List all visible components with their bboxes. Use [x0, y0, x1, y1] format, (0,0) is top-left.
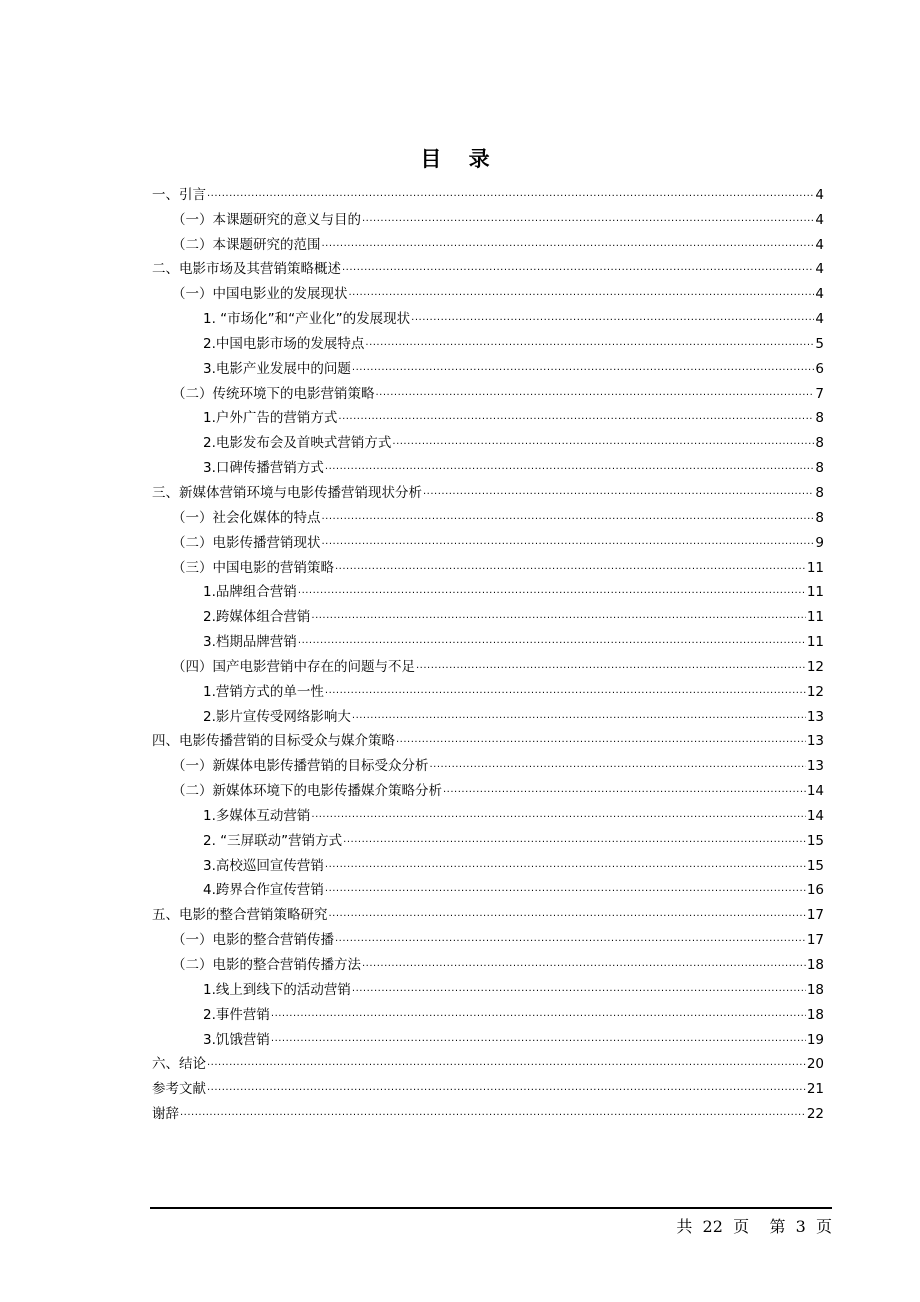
footer-current-page: 3 [795, 1217, 806, 1236]
toc-entry-label: 2.电影发布会及首映式营销方式 [203, 435, 392, 452]
toc-entry-label: 二、电影市场及其营销策略概述 [152, 261, 341, 278]
toc-entry-label: 2.事件营销 [203, 1006, 270, 1023]
toc-leader-dots [207, 1058, 806, 1072]
toc-entry-label: 1.品牌组合营销 [203, 584, 297, 601]
toc-leader-dots [322, 239, 815, 253]
toc-entry-page-number: 4 [815, 211, 824, 228]
toc-entry-page-number: 6 [815, 360, 824, 377]
footer-total-pages: 22 [702, 1217, 723, 1236]
toc-leader-dots [335, 562, 806, 576]
toc-leader-dots [325, 462, 815, 476]
toc-entry[interactable] [152, 426, 824, 451]
toc-entry[interactable] [152, 476, 824, 501]
toc-leader-dots [342, 263, 814, 277]
toc-entry-page-number: 20 [806, 1056, 824, 1073]
toc-leader-dots [322, 537, 815, 551]
toc-entry-label: （二）本课题研究的范围 [172, 236, 321, 253]
toc-entry-page-number: 8 [815, 460, 824, 477]
toc-entry[interactable] [152, 774, 824, 799]
toc-entry[interactable] [152, 501, 824, 526]
toc-entry-page-number: 18 [806, 957, 824, 973]
toc-entry[interactable] [152, 526, 824, 551]
toc-entry[interactable] [152, 849, 824, 874]
toc-leader-dots [352, 363, 815, 377]
toc-entry-page-number: 14 [806, 783, 824, 800]
toc-leader-dots [207, 189, 814, 203]
toc-entry[interactable] [152, 824, 824, 849]
toc-entry[interactable] [152, 203, 824, 228]
toc-entry-page-number: 22 [806, 1106, 824, 1123]
toc-entry-label: （二）电影的整合营销传播方法 [172, 957, 361, 973]
toc-entry-page-number: 5 [815, 335, 824, 352]
toc-leader-dots [325, 860, 806, 874]
toc-leader-dots [343, 835, 806, 849]
toc-leader-dots [416, 661, 806, 675]
toc-entry[interactable] [152, 327, 824, 352]
toc-entry-label: 谢辞 [152, 1106, 179, 1123]
toc-entry-label: 3.电影产业发展中的问题 [203, 360, 351, 377]
toc-leader-dots [311, 611, 805, 625]
toc-leader-dots [423, 487, 814, 501]
toc-entry-label: 参考文献 [152, 1081, 206, 1098]
toc-entry-label: （三）中国电影的营销策略 [172, 559, 334, 576]
toc-entry[interactable] [152, 898, 824, 923]
toc-entry[interactable] [152, 675, 824, 700]
toc-entry-page-number: 11 [806, 609, 824, 626]
toc-entry-label: 四、电影传播营销的目标受众与媒介策略 [152, 733, 395, 750]
toc-leader-dots [443, 785, 806, 799]
toc-entry-label: （二）电影传播营销现状 [172, 534, 321, 551]
toc-entry[interactable] [152, 874, 824, 899]
toc-entry-page-number: 11 [806, 634, 824, 651]
toc-entry[interactable] [152, 1023, 824, 1048]
toc-leader-dots [322, 512, 815, 526]
toc-entry-label: 1.户外广告的营销方式 [203, 410, 338, 427]
toc-entry-label: （一）中国电影业的发展现状 [172, 286, 348, 303]
toc-entry-page-number: 19 [806, 1031, 824, 1048]
toc-leader-dots [271, 1009, 806, 1023]
toc-leader-dots [362, 214, 814, 228]
toc-entry-label: 1. “市场化”和“产业化”的发展现状 [203, 311, 411, 328]
toc-leader-dots [325, 686, 806, 700]
toc-entry-page-number: 15 [806, 832, 824, 849]
footer-total-prefix: 共 [676, 1217, 693, 1236]
footer-rule [150, 1207, 832, 1209]
toc-entry-page-number: 12 [806, 658, 824, 675]
toc-entry-page-number: 14 [806, 807, 824, 824]
toc-entry-page-number: 13 [806, 708, 824, 725]
footer-total-suffix: 页 [733, 1217, 750, 1236]
toc-entry[interactable] [152, 253, 824, 278]
toc-entry[interactable] [152, 377, 824, 402]
toc-entry[interactable] [152, 576, 824, 601]
toc-leader-dots [271, 1034, 806, 1048]
toc-entry-page-number: 18 [806, 1006, 824, 1023]
toc-entry-label: 2. “三屏联动”营销方式 [203, 832, 343, 849]
toc-entry-page-number: 11 [806, 584, 824, 601]
toc-leader-dots [325, 884, 806, 898]
toc-entry-page-number: 11 [806, 559, 824, 576]
toc-entry-label: 一、引言 [152, 186, 206, 203]
toc-entry-label: （二）新媒体环境下的电影传播媒介策略分析 [172, 783, 442, 800]
toc-entry[interactable] [152, 600, 824, 625]
toc-leader-dots [376, 388, 815, 402]
toc-entry-page-number: 8 [815, 509, 824, 526]
toc-entry[interactable] [152, 277, 824, 302]
toc-entry-label: 六、结论 [152, 1056, 206, 1073]
toc-leader-dots [207, 1083, 806, 1097]
toc-entry-label: （一）新媒体电影传播营销的目标受众分析 [172, 758, 429, 775]
toc-entry-page-number: 7 [815, 385, 824, 402]
toc-entry[interactable] [152, 749, 824, 774]
toc-entry[interactable] [152, 650, 824, 675]
toc-entry[interactable] [152, 700, 824, 725]
toc-entry-page-number: 4 [815, 236, 824, 253]
toc-entry-label: 2.影片宣传受网络影响大 [203, 708, 351, 725]
toc-entry[interactable] [152, 451, 824, 476]
toc-entry[interactable] [152, 725, 824, 750]
toc-entry-label: 三、新媒体营销环境与电影传播营销现状分析 [152, 484, 422, 501]
toc-entry-page-number: 9 [815, 534, 824, 551]
toc-entry-label: 2.跨媒体组合营销 [203, 609, 311, 626]
toc-entry-page-number: 4 [815, 261, 824, 278]
toc-entry-page-number: 13 [806, 758, 824, 775]
toc-entry-label: （四）国产电影营销中存在的问题与不足 [172, 658, 415, 675]
toc-entry-page-number: 17 [806, 907, 824, 924]
toc-entry-label: 1.线上到线下的活动营销 [203, 981, 351, 998]
toc-leader-dots [392, 437, 814, 451]
toc-entry-label: 1.多媒体互动营销 [203, 807, 311, 824]
footer-current-prefix: 第 [769, 1217, 786, 1236]
toc-entry[interactable] [152, 402, 824, 427]
toc-leader-dots [352, 711, 806, 725]
toc-leader-dots [365, 338, 814, 352]
toc-entry-page-number: 12 [806, 683, 824, 700]
toc-entry-page-number: 4 [815, 311, 824, 328]
toc-entry-label: 3.口碑传播营销方式 [203, 460, 324, 477]
toc-entry-label: 1.营销方式的单一性 [203, 683, 324, 700]
toc-leader-dots [298, 586, 806, 600]
toc-entry-label: （一）本课题研究的意义与目的 [172, 211, 361, 228]
toc-entry[interactable] [152, 948, 824, 973]
toc-entry[interactable] [152, 1097, 824, 1122]
toc-leader-dots [430, 760, 806, 774]
table-of-contents [152, 178, 824, 1122]
toc-entry-page-number: 15 [806, 857, 824, 874]
toc-leader-dots [396, 735, 806, 749]
toc-entry-page-number: 8 [815, 410, 824, 427]
toc-leader-dots [349, 288, 815, 302]
toc-leader-dots [298, 636, 806, 650]
toc-entry[interactable] [152, 998, 824, 1023]
toc-leader-dots [411, 313, 814, 327]
toc-leader-dots [180, 1108, 806, 1122]
toc-entry[interactable] [152, 799, 824, 824]
toc-entry-page-number: 13 [806, 733, 824, 750]
toc-entry[interactable] [152, 228, 824, 253]
toc-entry-page-number: 16 [806, 882, 824, 899]
toc-leader-dots [338, 412, 814, 426]
toc-entry-label: 3.高校巡回宣传营销 [203, 857, 324, 874]
toc-title: 目 录 [420, 147, 500, 171]
toc-leader-dots [352, 984, 806, 998]
toc-entry[interactable] [152, 1072, 824, 1097]
toc-entry[interactable] [152, 1048, 824, 1073]
toc-entry-page-number: 8 [815, 484, 824, 501]
toc-entry-page-number: 4 [815, 186, 824, 203]
toc-entry-page-number: 18 [806, 981, 824, 998]
toc-leader-dots [335, 934, 806, 948]
toc-entry-page-number: 17 [806, 932, 824, 949]
toc-entry[interactable] [152, 551, 824, 576]
toc-entry[interactable] [152, 973, 824, 998]
toc-entry-page-number: 21 [806, 1081, 824, 1098]
toc-entry[interactable] [152, 302, 824, 327]
toc-entry[interactable] [152, 625, 824, 650]
toc-leader-dots [311, 810, 805, 824]
toc-leader-dots [329, 909, 806, 923]
toc-leader-dots [362, 959, 806, 973]
toc-entry-page-number: 4 [815, 286, 824, 303]
toc-entry-page-number: 8 [815, 435, 824, 452]
footer-current-suffix: 页 [815, 1217, 832, 1236]
toc-entry-label: 4.跨界合作宣传营销 [203, 882, 324, 899]
page-footer [676, 1214, 832, 1237]
toc-entry[interactable] [152, 178, 824, 203]
toc-entry-label: 五、电影的整合营销策略研究 [152, 907, 328, 924]
toc-entry-label: （二）传统环境下的电影营销策略 [172, 385, 375, 402]
toc-entry-label: 3.档期品牌营销 [203, 634, 297, 651]
toc-entry-label: （一）电影的整合营销传播 [172, 932, 334, 949]
toc-entry-label: 2.中国电影市场的发展特点 [203, 335, 365, 352]
toc-entry-label: （一）社会化媒体的特点 [172, 509, 321, 526]
toc-entry[interactable] [152, 352, 824, 377]
toc-entry[interactable] [152, 923, 824, 948]
toc-entry-label: 3.饥饿营销 [203, 1031, 270, 1048]
